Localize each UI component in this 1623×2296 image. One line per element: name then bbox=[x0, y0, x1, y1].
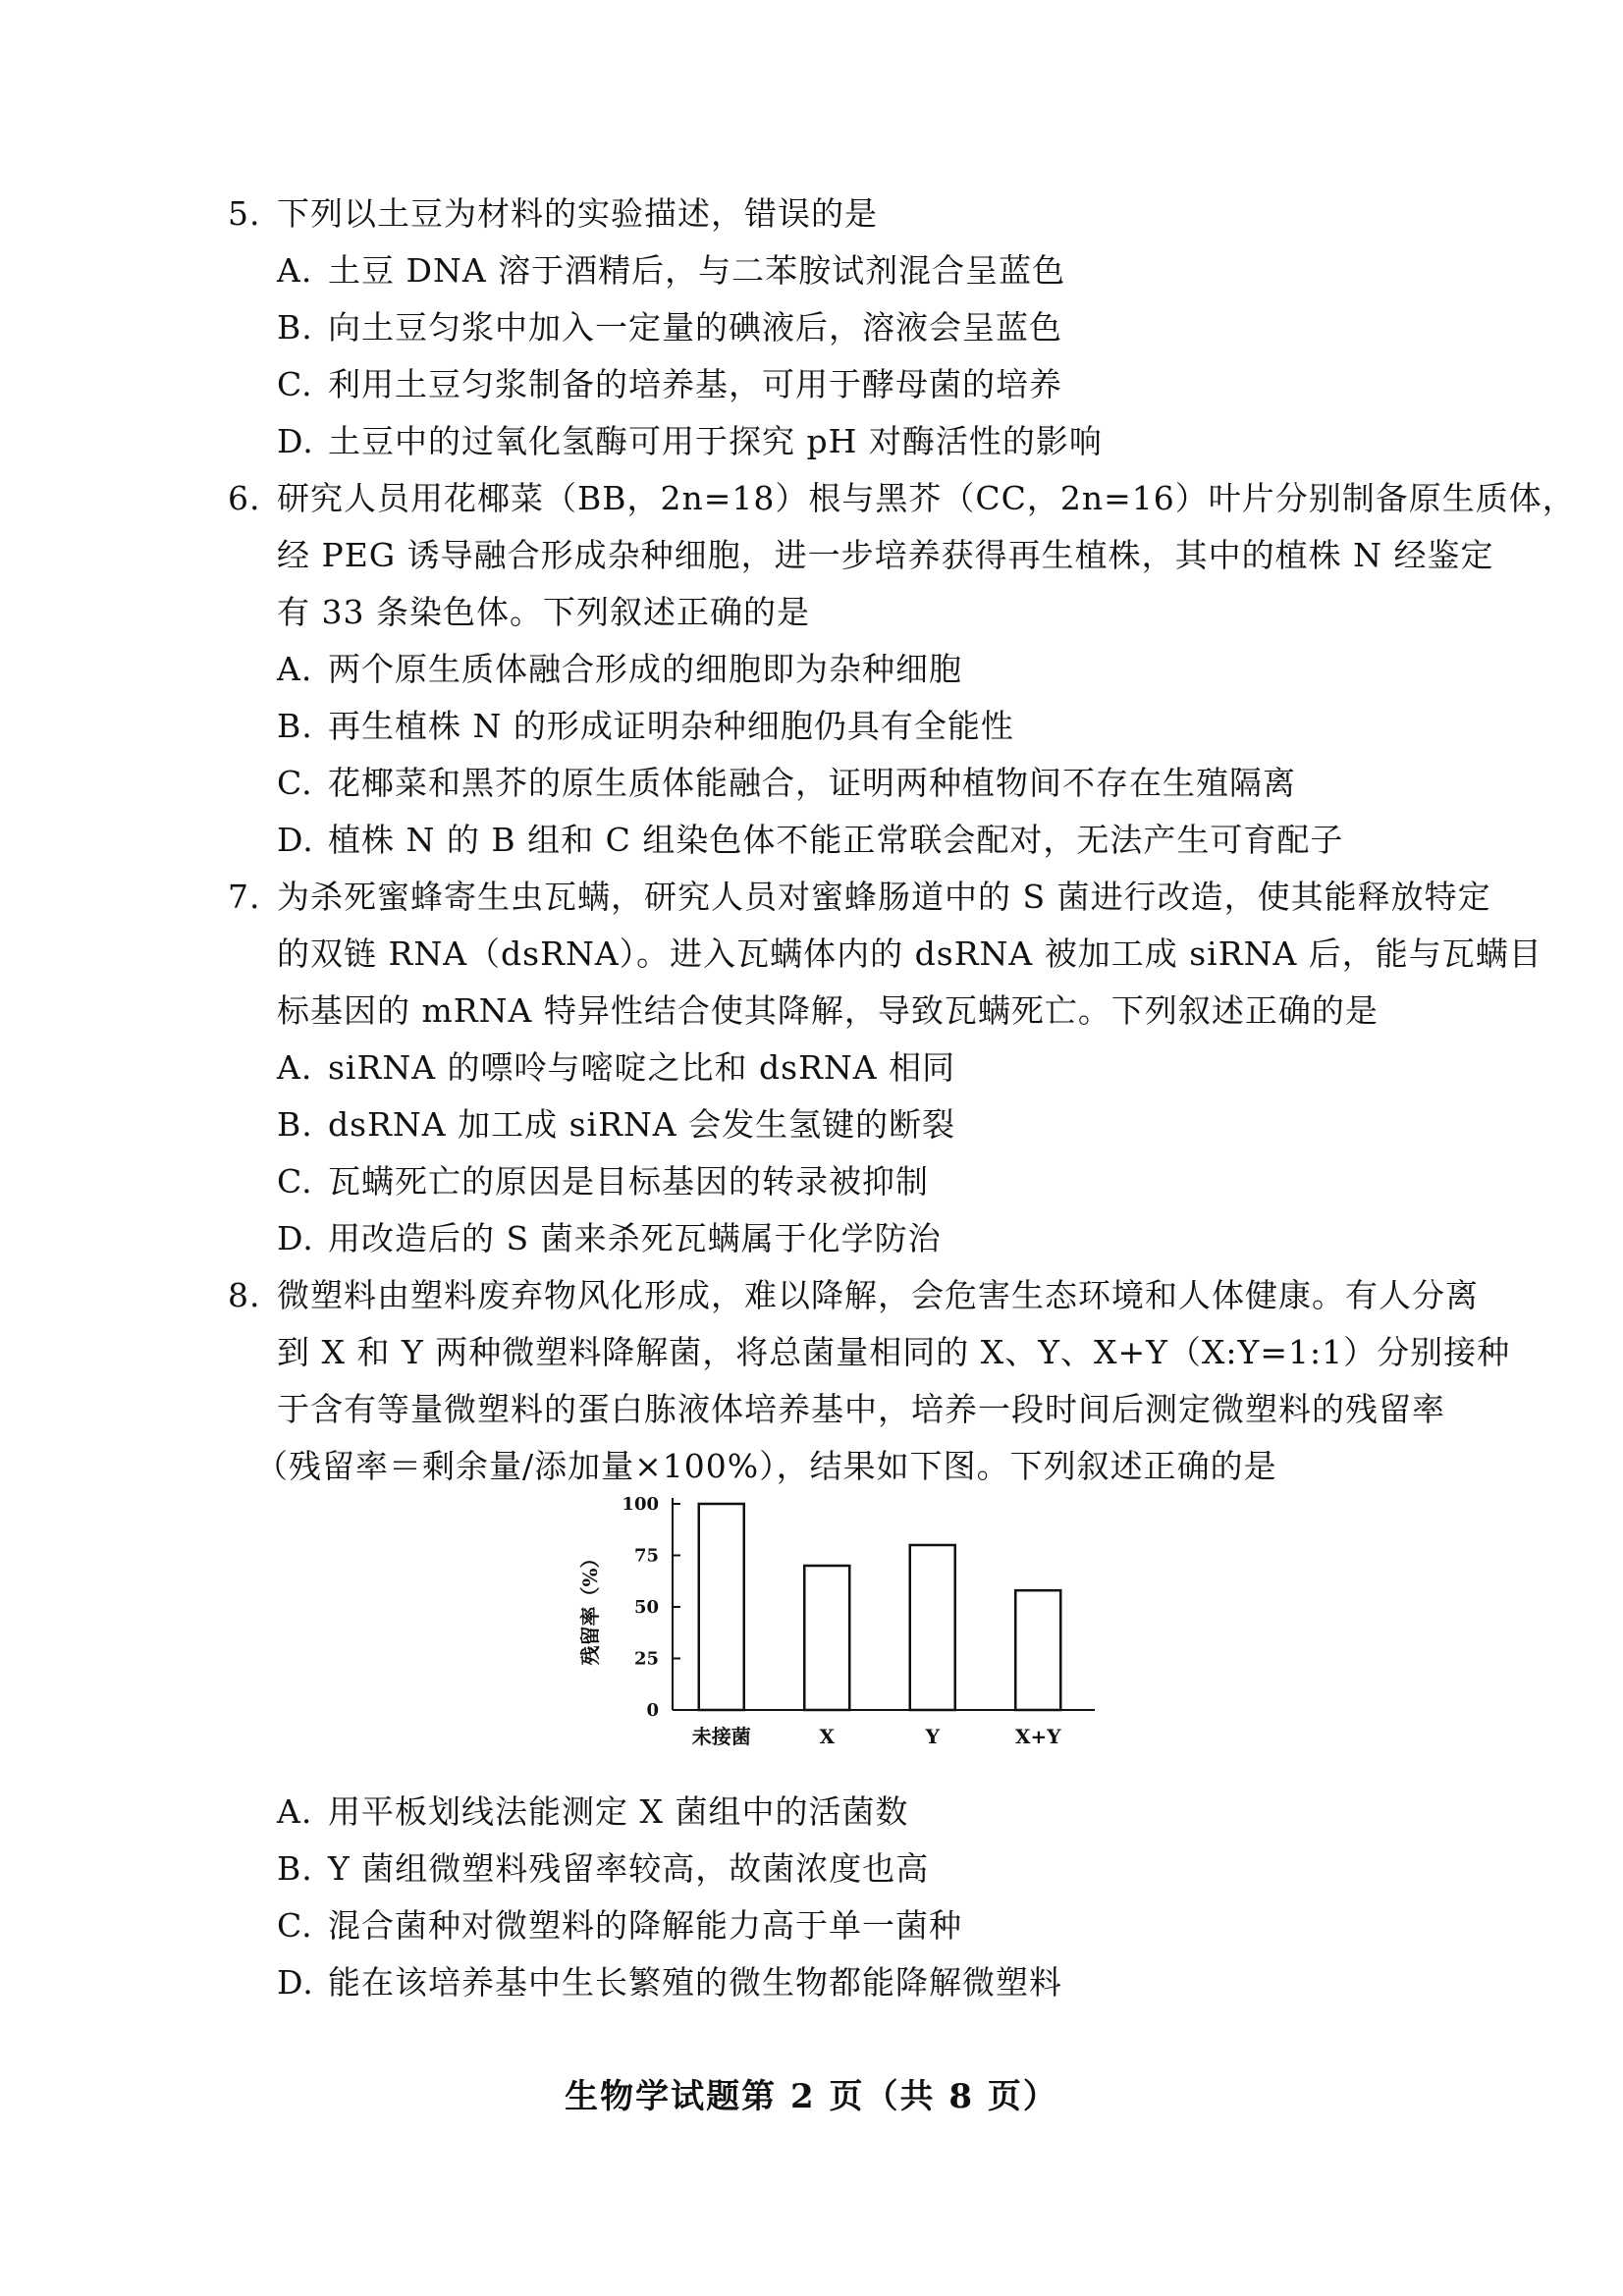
x-tick-label: X+Y bbox=[1014, 1725, 1061, 1748]
option-letter: A. bbox=[277, 1048, 313, 1087]
y-axis-label: 残留率（%） bbox=[578, 1548, 602, 1666]
option-text: Y 菌组微塑料残留率较高，故菌浓度也高 bbox=[328, 1849, 930, 1888]
q8-option-c bbox=[277, 1906, 962, 1946]
q6-stem-line-1 bbox=[228, 479, 1576, 518]
x-tick-label: Y bbox=[925, 1725, 940, 1748]
q7-option-d bbox=[277, 1219, 942, 1258]
option-letter: D. bbox=[277, 1963, 314, 2002]
q7-option-a bbox=[277, 1048, 955, 1088]
bar-chart-svg bbox=[569, 1482, 1119, 1762]
residual-rate-chart bbox=[569, 1482, 1119, 1762]
stem-text: 标基因的 mRNA 特异性结合使其降解，导致瓦螨死亡。下列叙述正确的是 bbox=[277, 991, 1379, 1030]
option-letter: B. bbox=[277, 1105, 313, 1144]
q5-stem-line-1: 下列以土豆为材料的实验描述，错误的是 bbox=[277, 194, 878, 233]
option-letter: C. bbox=[277, 1162, 313, 1201]
x-tick-label: X bbox=[819, 1725, 836, 1748]
q8-option-a bbox=[277, 1792, 908, 1832]
x-tick-label: 未接菌 bbox=[691, 1725, 751, 1748]
y-tick-label: 100 bbox=[622, 1494, 659, 1515]
y-tick-label: 25 bbox=[633, 1648, 659, 1670]
q5-option-c bbox=[277, 365, 1062, 404]
q5-option-b bbox=[277, 308, 1062, 347]
bar-2 bbox=[804, 1566, 849, 1710]
q6-option-d bbox=[277, 821, 1343, 860]
stem-text: 有 33 条染色体。下列叙述正确的是 bbox=[277, 593, 810, 631]
option-letter: C. bbox=[277, 1906, 313, 1945]
option-text: 用平板划线法能测定 X 菌组中的活菌数 bbox=[328, 1792, 909, 1831]
stem-text: （残留率＝剩余量/添加量×100%），结果如下图。下列叙述正确的是 bbox=[255, 1447, 1277, 1485]
q7-stem-line-1 bbox=[228, 878, 1491, 917]
q5-stem bbox=[228, 194, 878, 234]
option-letter: A. bbox=[277, 251, 313, 290]
y-tick-label: 75 bbox=[633, 1545, 659, 1567]
option-letter: D. bbox=[277, 1219, 314, 1257]
option-text: 土豆中的过氧化氢酶可用于探究 pH 对酶活性的影响 bbox=[328, 422, 1103, 460]
option-letter: B. bbox=[277, 1849, 313, 1888]
q8-stem-line-1 bbox=[228, 1276, 1479, 1315]
option-text: 再生植株 N 的形成证明杂种细胞仍具有全能性 bbox=[328, 707, 1014, 745]
bar-1 bbox=[699, 1504, 744, 1710]
option-text: 混合菌种对微塑料的降解能力高于单一菌种 bbox=[328, 1906, 962, 1945]
q8-stem-line-4 bbox=[255, 1447, 1277, 1486]
stem-text: 微塑料由塑料废弃物风化形成，难以降解，会危害生态环境和人体健康。有人分离 bbox=[277, 1276, 1479, 1314]
q6-option-b bbox=[277, 707, 1014, 746]
option-text: 两个原生质体融合形成的细胞即为杂种细胞 bbox=[328, 650, 962, 688]
option-letter: C. bbox=[277, 365, 313, 403]
stem-text: 于含有等量微塑料的蛋白胨液体培养基中，培养一段时间后测定微塑料的残留率 bbox=[277, 1390, 1445, 1428]
q6-number: 6. bbox=[228, 479, 261, 517]
option-text: dsRNA 加工成 siRNA 会发生氢键的断裂 bbox=[328, 1105, 956, 1144]
q7-stem-line-2 bbox=[277, 934, 1542, 974]
option-letter: A. bbox=[277, 650, 313, 688]
q5-option-d bbox=[277, 422, 1103, 461]
stem-text: 到 X 和 Y 两种微塑料降解菌，将总菌量相同的 X、Y、X+Y（X:Y=1:1）分别接种 bbox=[277, 1333, 1511, 1371]
option-text: 花椰菜和黑芥的原生质体能融合，证明两种植物间不存在生殖隔离 bbox=[328, 764, 1296, 802]
q7-number: 7. bbox=[228, 878, 261, 916]
q6-stem-line-2 bbox=[277, 536, 1494, 575]
q6-stem-line-3 bbox=[277, 593, 810, 632]
q5-option-a bbox=[277, 251, 1065, 291]
q8-number: 8. bbox=[228, 1276, 261, 1314]
q5-number: 5. bbox=[228, 194, 261, 233]
option-text: 利用土豆匀浆制备的培养基，可用于酵母菌的培养 bbox=[328, 365, 1062, 403]
option-text: 用改造后的 S 菌来杀死瓦螨属于化学防治 bbox=[328, 1219, 942, 1257]
q8-stem-line-3 bbox=[277, 1390, 1445, 1429]
page-footer: 生物学试题第 2 页（共 8 页） bbox=[565, 2077, 1058, 2116]
q8-option-d bbox=[277, 1963, 1062, 2002]
q6-option-a bbox=[277, 650, 962, 689]
y-tick-label: 0 bbox=[646, 1700, 659, 1721]
q8-option-b bbox=[277, 1849, 929, 1889]
option-letter: C. bbox=[277, 764, 313, 802]
stem-text: 经 PEG 诱导融合形成杂种细胞，进一步培养获得再生植株，其中的植株 N 经鉴定 bbox=[277, 536, 1494, 574]
stem-text: 为杀死蜜蜂寄生虫瓦螨，研究人员对蜜蜂肠道中的 S 菌进行改造，使其能释放特定 bbox=[277, 878, 1491, 916]
option-text: 植株 N 的 B 组和 C 组染色体不能正常联会配对，无法产生可育配子 bbox=[328, 821, 1344, 859]
option-text: 向土豆匀浆中加入一定量的碘液后，溶液会呈蓝色 bbox=[328, 308, 1062, 347]
q7-option-b bbox=[277, 1105, 955, 1145]
q6-option-c bbox=[277, 764, 1296, 803]
q8-stem-line-2 bbox=[277, 1333, 1510, 1372]
option-text: siRNA 的嘌呤与嘧啶之比和 dsRNA 相同 bbox=[328, 1048, 956, 1087]
stem-text: 的双链 RNA（dsRNA）。进入瓦螨体内的 dsRNA 被加工成 siRNA 后，能与瓦螨目 bbox=[277, 934, 1542, 973]
q7-stem-line-3 bbox=[277, 991, 1379, 1031]
q7-option-c bbox=[277, 1162, 929, 1201]
y-tick-label: 50 bbox=[633, 1597, 659, 1618]
option-letter: A. bbox=[277, 1792, 313, 1831]
option-letter: D. bbox=[277, 821, 314, 859]
option-text: 能在该培养基中生长繁殖的微生物都能降解微塑料 bbox=[328, 1963, 1062, 2002]
option-letter: B. bbox=[277, 308, 313, 347]
option-letter: B. bbox=[277, 707, 313, 745]
option-text: 土豆 DNA 溶于酒精后，与二苯胺试剂混合呈蓝色 bbox=[328, 251, 1066, 290]
bar-3 bbox=[910, 1545, 955, 1710]
option-letter: D. bbox=[277, 422, 314, 460]
bar-4 bbox=[1015, 1590, 1060, 1710]
option-text: 瓦螨死亡的原因是目标基因的转录被抑制 bbox=[328, 1162, 929, 1201]
stem-text: 研究人员用花椰菜（BB，2n=18）根与黑芥（CC，2n=16）叶片分别制备原生质体， bbox=[277, 479, 1576, 517]
